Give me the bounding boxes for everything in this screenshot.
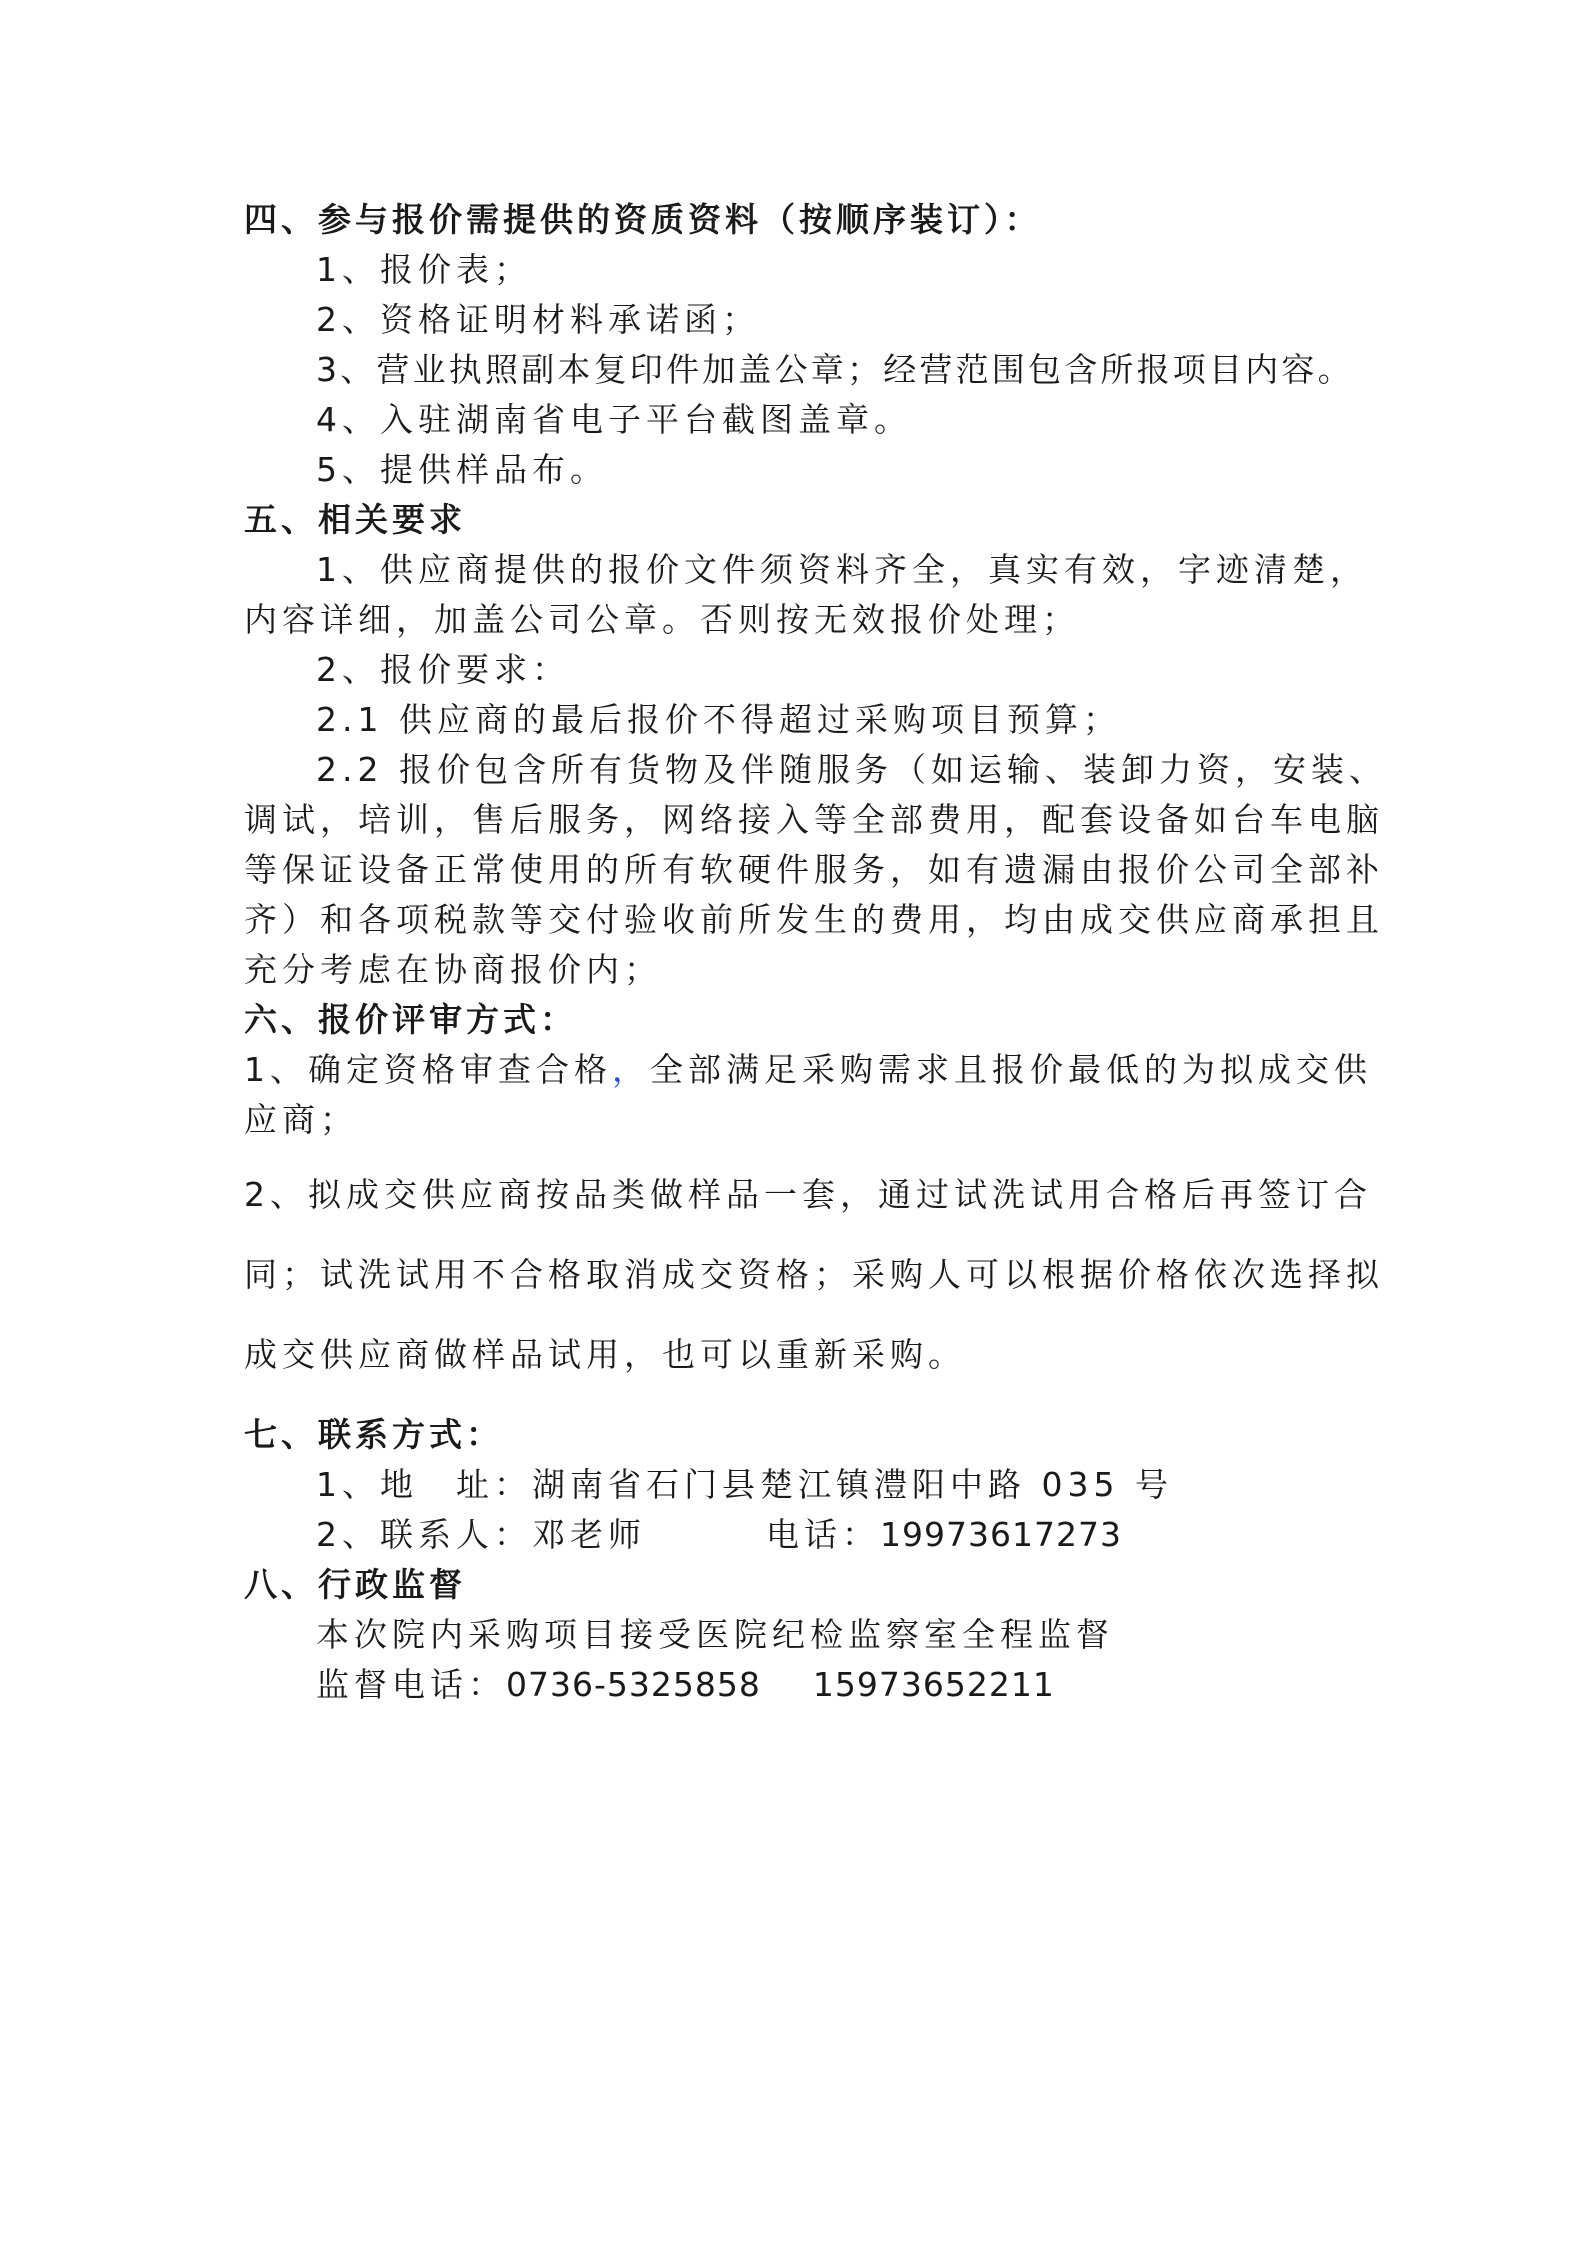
s5-p22-line1: 2.2 报价包含所有货物及伴随服务（如运输、装卸力资，安装、 xyxy=(316,750,1387,789)
s5-p22-line5: 充分考虑在协商报价内； xyxy=(244,950,662,989)
s5-p22-line2: 调试，培训，售后服务，网络接入等全部费用，配套设备如台车电脑 xyxy=(244,800,1384,839)
section-6-heading: 六、报价评审方式： xyxy=(244,1000,577,1039)
s5-p22-line3: 等保证设备正常使用的所有软硬件服务，如有遗漏由报价公司全部补 xyxy=(244,850,1384,889)
s6-r2-line3: 成交供应商做样品试用，也可以重新采购。 xyxy=(244,1335,966,1374)
s6-r1-part-a: 1、确定资格审查合格 xyxy=(244,1050,612,1089)
s4-item-2: 2、资格证明材料承诺函； xyxy=(316,300,760,339)
s6-r2-line2: 同；试洗试用不合格取消成交资格；采购人可以根据价格依次选择拟 xyxy=(244,1255,1384,1294)
s6-r1-comma: ， xyxy=(612,1050,650,1089)
s7-address: 1、地 址：湖南省石门县楚江镇澧阳中路 035 号 xyxy=(316,1465,1173,1504)
s5-p21: 2.1 供应商的最后报价不得超过采购项目预算； xyxy=(316,700,1121,739)
s5-p2: 2、报价要求： xyxy=(316,650,570,689)
s5-p1-line2: 内容详细，加盖公司公章。否则按无效报价处理； xyxy=(244,600,1080,639)
section-4-heading: 四、参与报价需提供的资质资料（按顺序装订）： xyxy=(244,200,1042,239)
s8-phone-2: 15973652211 xyxy=(812,1665,1055,1704)
section-5-heading: 五、相关要求 xyxy=(244,500,466,539)
s8-line1: 本次院内采购项目接受医院纪检监察室全程监督 xyxy=(316,1615,1114,1654)
s6-r1-line2: 应商； xyxy=(244,1100,358,1139)
s5-p22-line4: 齐）和各项税款等交付验收前所发生的费用，均由成交供应商承担且 xyxy=(244,900,1384,939)
s7-contact-line xyxy=(0,1515,1587,1555)
section-7-heading: 七、联系方式： xyxy=(244,1415,503,1454)
s8-phone-label: 监督电话： xyxy=(316,1665,506,1704)
s7-phone-label: 电话： xyxy=(766,1515,880,1554)
s4-item-3: 3、营业执照副本复印件加盖公章；经营范围包含所报项目内容。 xyxy=(316,350,1354,389)
section-8-heading: 八、行政监督 xyxy=(244,1565,466,1604)
s4-item-4: 4、入驻湖南省电子平台截图盖章。 xyxy=(316,400,912,439)
s7-phone: 19973617273 xyxy=(880,1515,1122,1554)
s8-phone-1: 0736-5325858 xyxy=(506,1665,761,1704)
s7-contact-label: 2、联系人：邓老师 xyxy=(316,1515,646,1554)
s8-line2 xyxy=(0,1665,1587,1705)
s6-r2-line1: 2、拟成交供应商按品类做样品一套，通过试洗试用合格后再签订合 xyxy=(244,1175,1372,1214)
s6-r1-part-b: 全部满足采购需求且报价最低的为拟成交供 xyxy=(650,1050,1372,1089)
s5-p1-line1: 1、供应商提供的报价文件须资料齐全，真实有效，字迹清楚， xyxy=(316,550,1368,589)
s4-item-1: 1、报价表； xyxy=(316,250,532,289)
s6-r1-line1 xyxy=(0,1050,1587,1090)
s4-item-5: 5、提供样品布。 xyxy=(316,450,608,489)
